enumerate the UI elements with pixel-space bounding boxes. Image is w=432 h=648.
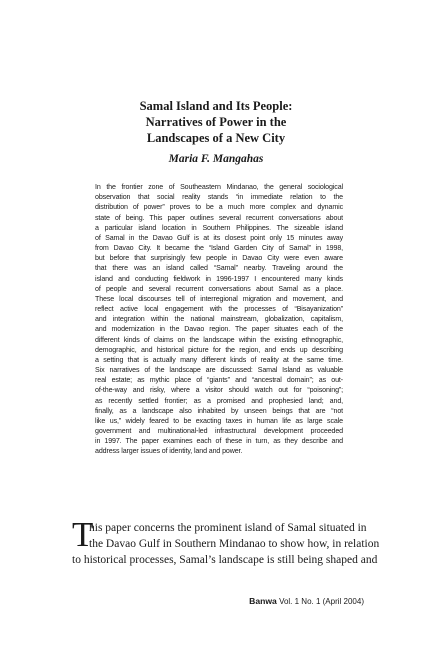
abstract-line: Six narratives of the landscape are discussed: Samal Island as valuable (95, 366, 343, 375)
abstract-line: government and multinational-led infrastructural development proceeded (95, 427, 343, 436)
abstract-line: address larger issues of identity, land and power. (95, 447, 243, 456)
abstract-line: a particular island location in Southern Philippines. The sizeable island (95, 223, 343, 232)
abstract-line: of-the-way and risky, where a visitor should watch out for “poisoning”; (95, 386, 343, 395)
abstract-line: and modernization in the Davao region. The paper situates each of the (95, 325, 343, 334)
abstract-line: of Samal in the Davao Gulf is at its closest point only 15 minutes away (95, 233, 343, 242)
paper-title (60, 98, 372, 146)
drop-cap: T (72, 515, 94, 554)
abstract-line: and integration within the national mainstream, globalization, capitalism, (95, 315, 343, 324)
abstract-line: from Davao City. It became the “Island Garden City of Samal” in 1998, (95, 244, 343, 253)
abstract-line: demographic, and historical picture for the region, and ends up describing (95, 345, 343, 354)
journal-issue: Vol. 1 No. 1 (April 2004) (279, 597, 364, 606)
title-line: Narratives of Power in the (145, 115, 287, 129)
abstract-line: state of being. This paper outlines several recurrent conversations about (95, 213, 343, 222)
abstract-line: different kinds of claims on the landscape within the existing ethnographic, (95, 335, 343, 344)
abstract-line: In the frontier zone of Southeastern Mindanao, the general sociological (95, 183, 343, 191)
journal-name: Banwa (249, 596, 277, 606)
abstract (95, 182, 343, 457)
abstract-line: in 1997. The paper examines each of these in turn, as they describe and (95, 437, 343, 446)
abstract-line: observation that social reality stands “in immediate relation to the (95, 193, 343, 202)
abstract-line: finally, as a landscape also inhabited by unseen beings that are “not (95, 406, 343, 415)
title-line: Samal Island and Its People: (139, 99, 293, 113)
author-name: Maria F. Mangahas (168, 153, 264, 165)
abstract-line: as recently settled frontier; as a promised and prophesied land; and, (95, 396, 343, 405)
page-footer (249, 596, 364, 607)
abstract-line: These local discourses tell of interregional migration and movement, and (95, 294, 343, 303)
abstract-line: real estate; as mythic place of “giants” and “ancestral domain”; as out- (95, 376, 343, 385)
abstract-line: island and conducting fieldwork in 1996-1997 I encountered many kinds (95, 274, 343, 283)
body-line: to historical processes, Samal’s landscape is still being shaped and (72, 554, 378, 566)
abstract-line: but before that surprisingly few people in Davao City were even aware (95, 254, 343, 263)
body-text (72, 515, 380, 568)
abstract-line: a setting that is actually many different kinds of reality at the same time. (95, 355, 343, 364)
body-line: his paper concerns the prominent island of Samal situated in (89, 522, 367, 534)
abstract-line: like us,” widely feared to be exacting taxes in human life as large scale (95, 416, 343, 425)
title-line: Landscapes of a New City (146, 131, 286, 145)
abstract-line: distribution of power” proves to be a much more complex and dynamic (95, 203, 343, 212)
abstract-line: of people and several recurrent conversations about Samal as a place. (95, 284, 343, 293)
abstract-line: that there was an island called “Samal” nearby. Traveling around the (95, 264, 343, 273)
abstract-line: reflect active local engagement with the processes of “Bisayanization” (95, 305, 343, 314)
body-line: the Davao Gulf in Southern Mindanao to show how, in relation (89, 538, 380, 550)
